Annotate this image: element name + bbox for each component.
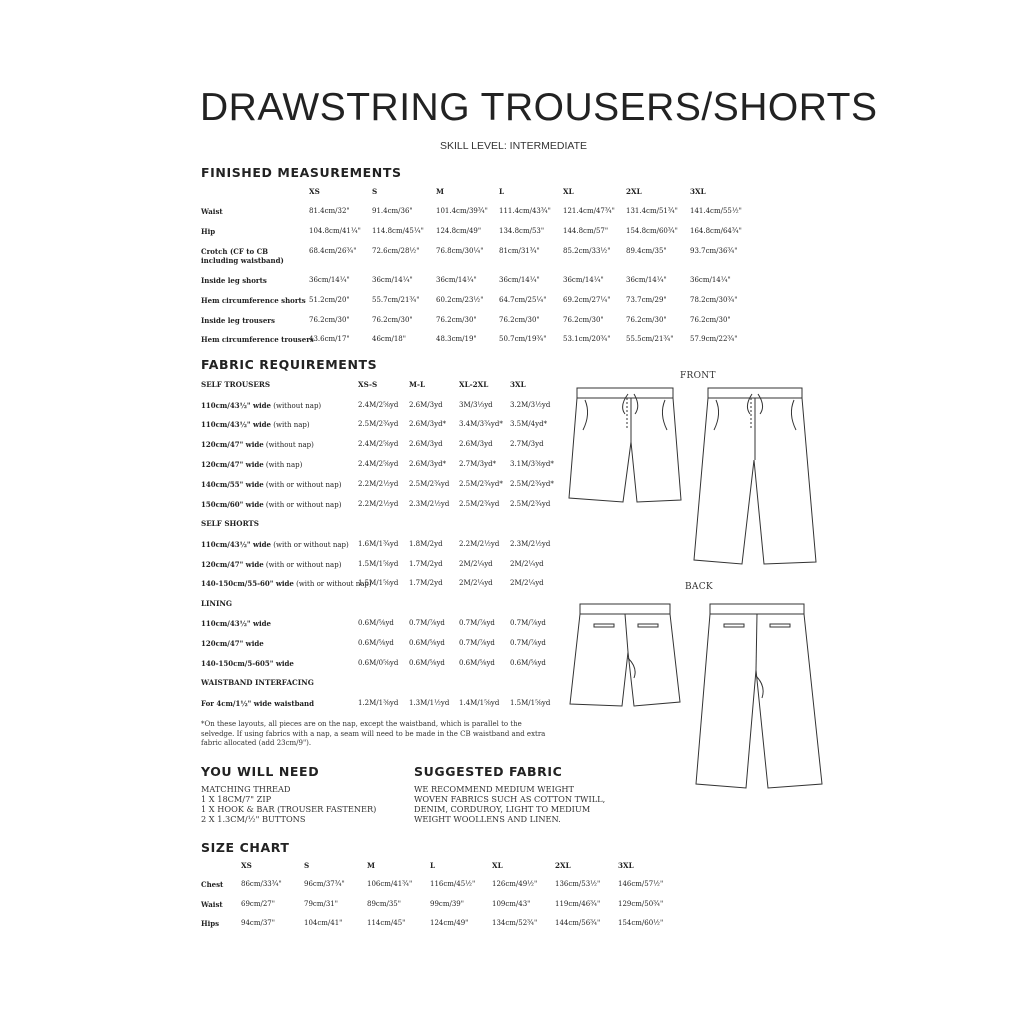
table-cell: 2.6M/3yd* xyxy=(409,460,447,468)
table-cell: 89cm/35" xyxy=(367,900,401,908)
table-cell: 81cm/31¾" xyxy=(499,247,540,255)
column-header: 2XL xyxy=(626,187,642,196)
table-cell: 2.2M/2½yd xyxy=(459,540,500,548)
table-cell: 114.8cm/45¼" xyxy=(372,227,424,235)
table-cell: 2.5M/2¾yd xyxy=(510,500,551,508)
fabric-requirements-heading: FABRIC REQUIREMENTS xyxy=(201,357,378,372)
row-label-width: 110cm/43½" wide xyxy=(201,420,271,429)
table-cell: 126cm/49½" xyxy=(492,880,538,888)
table-cell: 2.5M/2¾yd xyxy=(358,420,399,428)
row-label-note: (with nap) xyxy=(263,461,303,469)
column-header: XS xyxy=(309,187,320,196)
table-cell: 0.7M/⅞yd xyxy=(459,619,495,627)
row-label xyxy=(201,500,341,509)
table-cell: 106cm/41¾" xyxy=(367,880,413,888)
table-cell: 91.4cm/36" xyxy=(372,207,413,215)
table-cell: 116cm/45½" xyxy=(430,880,476,888)
row-label: Hem circumference shorts xyxy=(201,296,306,305)
row-label: Crotch (CF to CB including waistband) xyxy=(201,247,284,265)
row-label-width: 110cm/43½" wide xyxy=(201,619,271,628)
row-label xyxy=(201,460,302,469)
row-label: Inside leg trousers xyxy=(201,316,275,325)
table-cell: 2.3M/2½yd xyxy=(409,500,450,508)
row-label xyxy=(201,560,341,569)
table-cell: 2.6M/3yd xyxy=(459,440,493,448)
table-cell: 3.2M/3½yd xyxy=(510,401,551,409)
row-label-width: 120cm/47" wide xyxy=(201,440,264,449)
table-cell: 76.2cm/30" xyxy=(563,316,604,324)
table-cell: 1.4M/1⅝yd xyxy=(459,699,500,707)
table-cell: 55.7cm/21¾" xyxy=(372,296,420,304)
row-label: Waist xyxy=(201,207,223,216)
column-header: 3XL xyxy=(510,380,526,389)
page-title: DRAWSTRING TROUSERS/SHORTS xyxy=(200,86,878,129)
table-cell: 36cm/14¼" xyxy=(563,276,604,284)
row-label-note: (with or without nap) xyxy=(263,561,342,569)
suggested-fabric-heading: SUGGESTED FABRIC xyxy=(414,764,563,779)
row-label-note: (with or without nap) xyxy=(263,501,342,509)
table-cell: 0.7M/⅞yd xyxy=(510,639,546,647)
row-label xyxy=(201,619,271,628)
table-cell: 104.8cm/41¼" xyxy=(309,227,361,235)
table-cell: 2.4M/2⅝yd xyxy=(358,440,399,448)
table-cell: 36cm/14¼" xyxy=(626,276,667,284)
trousers-front-drawing xyxy=(688,380,822,570)
table-cell: 78.2cm/30¾" xyxy=(690,296,738,304)
table-cell: 2.5M/2¾yd* xyxy=(459,480,503,488)
table-cell: 55.5cm/21¾" xyxy=(626,335,674,343)
table-cell: 99cm/39" xyxy=(430,900,464,908)
row-label-width: 110cm/43½" wide xyxy=(201,401,271,410)
table-cell: 121.4cm/47¾" xyxy=(563,207,615,215)
table-cell: 1.7M/2yd xyxy=(409,579,443,587)
table-cell: 104cm/41" xyxy=(304,919,343,927)
row-label: Chest xyxy=(201,880,224,889)
row-label-width: 110cm/43½" wide xyxy=(201,540,271,549)
row-label-width: 150cm/60" wide xyxy=(201,500,264,509)
row-label-width: For 4cm/1½" wide waistband xyxy=(201,699,315,708)
row-label-width: 120cm/47" wide xyxy=(201,460,264,469)
table-cell: 1.8M/2yd xyxy=(409,540,443,548)
table-cell: 64.7cm/25¼" xyxy=(499,296,547,304)
table-cell: 2.4M/2⅝yd xyxy=(358,460,399,468)
table-cell: 85.2cm/33½" xyxy=(563,247,611,255)
shorts-front-drawing xyxy=(565,380,685,510)
table-cell: 68.4cm/26¾" xyxy=(309,247,357,255)
table-cell: 2M/2¼yd xyxy=(459,560,493,568)
table-cell: 76.2cm/30" xyxy=(309,316,350,324)
table-cell: 96cm/37¾" xyxy=(304,880,345,888)
column-header: 3XL xyxy=(690,187,706,196)
row-label xyxy=(201,699,314,708)
column-header: L xyxy=(430,861,436,870)
table-cell: 114cm/45" xyxy=(367,919,406,927)
table-cell: 43.6cm/17" xyxy=(309,335,350,343)
table-cell: 69.2cm/27¼" xyxy=(563,296,611,304)
text-line: WE RECOMMEND MEDIUM WEIGHT xyxy=(414,784,575,794)
table-cell: 2.7M/3yd xyxy=(510,440,544,448)
row-label xyxy=(201,659,294,668)
row-label xyxy=(201,579,372,588)
table-cell: 2.6M/3yd xyxy=(409,401,443,409)
fabric-footnote: *On these layouts, all pieces are on the nap, except the waistband, which is parallel to the selvedge. If using fabrics with a nap, a seam will need to be made in the CB waistband and extra fabric allocated (add 23cm/9"). xyxy=(201,720,546,747)
table-cell: 53.1cm/20¾" xyxy=(563,335,611,343)
row-label-width: 120cm/47" wide xyxy=(201,560,264,569)
table-cell: 0.7M/⅞yd xyxy=(409,619,445,627)
column-header: XL xyxy=(563,187,574,196)
table-cell: 111.4cm/43¾" xyxy=(499,207,551,215)
table-cell: 2.3M/2½yd xyxy=(510,540,551,548)
front-view-label: FRONT xyxy=(680,371,716,381)
table-cell: 1.5M/1⅝yd xyxy=(510,699,551,707)
group-title: WAISTBAND INTERFACING xyxy=(201,678,314,687)
table-cell: 144.8cm/57" xyxy=(563,227,609,235)
table-cell: 1.5M/1⅝yd xyxy=(358,560,399,568)
table-cell: 134cm/52¾" xyxy=(492,919,538,927)
table-cell: 136cm/53½" xyxy=(555,880,601,888)
table-cell: 154cm/60½" xyxy=(618,919,664,927)
suggested-fabric-text xyxy=(414,784,605,824)
size-chart-heading: SIZE CHART xyxy=(201,840,290,855)
table-cell: 0.7M/⅞yd xyxy=(459,639,495,647)
table-cell: 57.9cm/22¾" xyxy=(690,335,738,343)
table-cell: 76.2cm/30" xyxy=(626,316,667,324)
row-label xyxy=(201,480,341,489)
list-item: 1 X 18CM/7" ZIP xyxy=(201,794,272,804)
list-item: 1 X HOOK & BAR (TROUSER FASTENER) xyxy=(201,804,377,814)
table-cell: 2M/2¼yd xyxy=(510,579,544,587)
trousers-back-drawing xyxy=(688,598,828,792)
table-cell: 0.7M/⅞yd xyxy=(510,619,546,627)
table-cell: 124cm/49" xyxy=(430,919,469,927)
text-line: WOVEN FABRICS SUCH AS COTTON TWILL, xyxy=(414,794,606,804)
table-cell: 0.6M/⅝yd xyxy=(510,659,546,667)
column-header: M xyxy=(367,861,375,870)
table-cell: 2.5M/2¾yd xyxy=(409,480,450,488)
table-cell: 146cm/57½" xyxy=(618,880,664,888)
group-title: SELF TROUSERS xyxy=(201,380,271,389)
column-header: XS xyxy=(241,861,252,870)
text-line: WEIGHT WOOLLENS AND LINEN. xyxy=(414,814,561,824)
row-label-note: (with nap) xyxy=(271,421,310,429)
table-cell: 36cm/14¼" xyxy=(499,276,540,284)
table-cell: 72.6cm/28½" xyxy=(372,247,420,255)
table-cell: 69cm/27" xyxy=(241,900,275,908)
row-label: Waist xyxy=(201,900,223,909)
table-cell: 3.5M/4yd* xyxy=(510,420,548,428)
row-label-note: (without nap) xyxy=(271,402,322,410)
list-item: MATCHING THREAD xyxy=(201,784,291,794)
table-cell: 2.7M/3yd* xyxy=(459,460,497,468)
column-header: S xyxy=(372,187,378,196)
row-label: Hips xyxy=(201,919,220,928)
column-header: L xyxy=(499,187,505,196)
table-cell: 36cm/14¼" xyxy=(372,276,413,284)
table-cell: 0.6M/0⅝yd xyxy=(358,659,399,667)
table-cell: 86cm/33¾" xyxy=(241,880,282,888)
row-label xyxy=(201,540,349,549)
table-cell: 48.3cm/19" xyxy=(436,335,477,343)
text-line: DENIM, CORDUROY, LIGHT TO MEDIUM xyxy=(414,804,591,814)
table-cell: 164.8cm/64¾" xyxy=(690,227,742,235)
table-cell: 2.6M/3yd* xyxy=(409,420,447,428)
row-label xyxy=(201,401,321,410)
table-cell: 76.8cm/30¼" xyxy=(436,247,484,255)
column-header: XL-2XL xyxy=(459,380,489,389)
table-cell: 76.2cm/30" xyxy=(372,316,413,324)
table-cell: 144cm/56¾" xyxy=(555,919,601,927)
table-cell: 3M/3⅓yd xyxy=(459,401,493,409)
group-title: SELF SHORTS xyxy=(201,519,259,528)
table-cell: 79cm/31" xyxy=(304,900,338,908)
row-label xyxy=(201,639,264,648)
column-header: XL xyxy=(492,861,503,870)
table-cell: 124.8cm/49" xyxy=(436,227,482,235)
table-cell: 2.5M/2¾yd* xyxy=(510,480,554,488)
table-cell: 36cm/14¼" xyxy=(690,276,731,284)
table-cell: 36cm/14¼" xyxy=(309,276,350,284)
row-label-note: (with or without nap) xyxy=(271,541,349,549)
column-header: XS-S xyxy=(358,380,378,389)
row-label xyxy=(201,440,314,449)
table-cell: 60.2cm/23½" xyxy=(436,296,484,304)
row-label: Hem circumference trousers xyxy=(201,335,314,344)
table-cell: 93.7cm/36¾" xyxy=(690,247,738,255)
table-cell: 1.6M/1¾yd xyxy=(358,540,399,548)
table-cell: 3.4M/3¾yd* xyxy=(459,420,503,428)
table-cell: 1.5M/1⅝yd xyxy=(358,579,399,587)
table-cell: 2.2M/2½yd xyxy=(358,480,399,488)
table-cell: 76.2cm/30" xyxy=(436,316,477,324)
table-cell: 131.4cm/51¾" xyxy=(626,207,678,215)
table-cell: 51.2cm/20" xyxy=(309,296,350,304)
row-label xyxy=(201,420,310,429)
row-label-width: 120cm/47" wide xyxy=(201,639,264,648)
table-cell: 76.2cm/30" xyxy=(499,316,540,324)
table-cell: 0.6M/⅝yd xyxy=(358,619,394,627)
row-label-note: (with or without nap) xyxy=(293,580,372,588)
row-label-note: (without nap) xyxy=(263,441,314,449)
row-label: Inside leg shorts xyxy=(201,276,267,285)
table-cell: 109cm/43" xyxy=(492,900,531,908)
table-cell: 134.8cm/53" xyxy=(499,227,545,235)
table-cell: 2.4M/2⅝yd xyxy=(358,401,399,409)
table-cell: 50.7cm/19¾" xyxy=(499,335,547,343)
table-cell: 94cm/37" xyxy=(241,919,275,927)
back-view-label: BACK xyxy=(685,582,713,592)
table-cell: 76.2cm/30" xyxy=(690,316,731,324)
table-cell: 119cm/46¾" xyxy=(555,900,601,908)
row-label: Hip xyxy=(201,227,216,236)
table-cell: 0.6M/⅝yd xyxy=(459,659,495,667)
column-header: 2XL xyxy=(555,861,571,870)
table-cell: 129cm/50¾" xyxy=(618,900,664,908)
table-cell: 2M/2¼yd xyxy=(459,579,493,587)
table-cell: 89.4cm/35" xyxy=(626,247,667,255)
table-cell: 46cm/18" xyxy=(372,335,406,343)
column-header: M-L xyxy=(409,380,425,389)
column-header: S xyxy=(304,861,310,870)
table-cell: 1.2M/1⅜yd xyxy=(358,699,399,707)
row-label-width: 140-150cm/5-605" wide xyxy=(201,659,294,668)
table-cell: 0.6M/⅝yd xyxy=(409,659,445,667)
row-label-width: 140cm/55" wide xyxy=(201,480,264,489)
table-cell: 73.7cm/29" xyxy=(626,296,667,304)
shorts-back-drawing xyxy=(566,598,684,716)
table-cell: 141.4cm/55½" xyxy=(690,207,742,215)
row-label-width: 140-150cm/55-60" wide xyxy=(201,579,294,588)
list-item: 2 X 1.3CM/½" BUTTONS xyxy=(201,814,306,824)
table-cell: 2.6M/3yd xyxy=(409,440,443,448)
table-cell: 1.3M/1½yd xyxy=(409,699,450,707)
table-cell: 1.7M/2yd xyxy=(409,560,443,568)
table-cell: 81.4cm/32" xyxy=(309,207,350,215)
group-title: LINING xyxy=(201,599,233,608)
table-cell: 154.8cm/60¾" xyxy=(626,227,678,235)
table-cell: 2.5M/2¾yd xyxy=(459,500,500,508)
table-cell: 3.1M/3⅜yd* xyxy=(510,460,554,468)
column-header: M xyxy=(436,187,444,196)
skill-level: SKILL LEVEL: INTERMEDIATE xyxy=(440,140,588,152)
row-label-note: (with or without nap) xyxy=(263,481,342,489)
table-cell: 101.4cm/39¾" xyxy=(436,207,488,215)
column-header: 3XL xyxy=(618,861,634,870)
you-will-need-list xyxy=(201,784,376,824)
you-will-need-heading: YOU WILL NEED xyxy=(201,764,320,779)
finished-measurements-heading: FINISHED MEASUREMENTS xyxy=(201,165,402,180)
table-cell: 0.6M/⅝yd xyxy=(409,639,445,647)
table-cell: 2.2M/2½yd xyxy=(358,500,399,508)
table-cell: 2M/2¼yd xyxy=(510,560,544,568)
table-cell: 36cm/14¼" xyxy=(436,276,477,284)
table-cell: 0.6M/⅝yd xyxy=(358,639,394,647)
